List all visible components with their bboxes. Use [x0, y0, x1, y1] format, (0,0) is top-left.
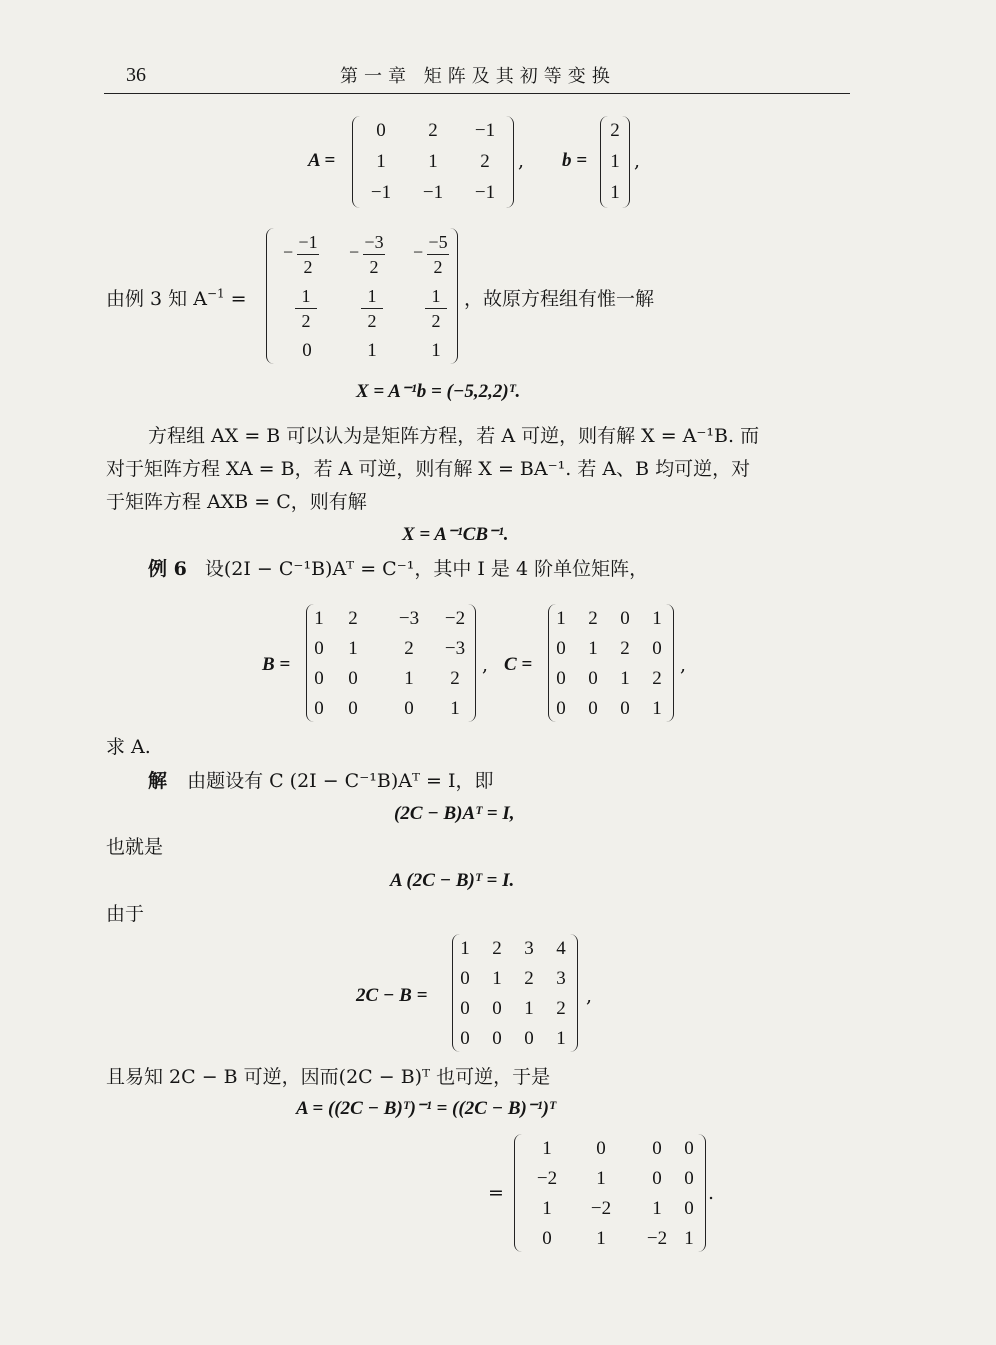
matrix-cell: 1 — [492, 968, 502, 989]
header-rule — [104, 93, 850, 94]
matrix-cell: 0 — [652, 638, 662, 659]
matrix-cell: 0 — [542, 1228, 552, 1249]
matrix-cell: 0 — [348, 668, 358, 689]
matrix-cell: 0 — [556, 698, 566, 719]
matrix-2C-B-label: 2C − B = — [356, 985, 428, 1006]
fraction: 1 2 — [425, 286, 447, 331]
matrix-cell: 1 — [588, 638, 598, 659]
matrix-A-inverse — [266, 228, 458, 364]
fraction: − −1 2 — [283, 232, 318, 277]
matrix-C-label: C = — [504, 654, 533, 675]
fraction: − −3 2 — [349, 232, 384, 277]
matrix-2C-B — [452, 934, 578, 1052]
matrix-cell: 1 — [376, 151, 386, 172]
comma: , — [586, 985, 593, 1007]
fraction: 1 2 — [361, 286, 383, 331]
matrix-C — [548, 604, 674, 722]
matrix-cell: 3 — [556, 968, 566, 989]
matrix-cell: −2 — [590, 1198, 612, 1219]
matrix-cell: 1 — [450, 698, 460, 719]
matrix-cell: 0 — [596, 1138, 606, 1159]
matrix-cell: 1 — [542, 1138, 552, 1159]
matrix-cell: −1 — [370, 182, 392, 203]
vector-cell: 1 — [610, 151, 620, 172]
matrix-cell: 1 — [596, 1168, 606, 1189]
para1-line3: 于矩阵方程 AXB = C，则有解 — [106, 491, 367, 513]
matrix-cell: 1 — [556, 1028, 566, 1049]
eq-X-ACB: X = A⁻¹CB⁻¹. — [402, 524, 509, 545]
matrix-cell: 2 — [556, 998, 566, 1019]
matrix-A — [352, 116, 514, 208]
matrix-cell: 0 — [684, 1168, 694, 1189]
matrix-cell: 1 — [348, 638, 358, 659]
since-text: 由于 — [106, 903, 145, 925]
matrix-cell: 4 — [556, 938, 566, 959]
matrix-cell: 1 — [404, 668, 414, 689]
ainv-suffix: ，故原方程组有惟一解 — [464, 288, 655, 310]
matrix-cell: 0 — [652, 1168, 662, 1189]
matrix-cell: 0 — [314, 698, 324, 719]
comma: , — [634, 150, 641, 172]
matrix-A-final — [514, 1134, 706, 1252]
matrix-cell: 0 — [460, 1028, 470, 1049]
matrix-cell: 2 — [348, 608, 358, 629]
matrix-cell: 0 — [348, 698, 358, 719]
matrix-cell: 0 — [314, 638, 324, 659]
vector-cell: 2 — [610, 120, 620, 141]
para1-line2: 对于矩阵方程 XA = B，若 A 可逆，则有解 X = BA⁻¹. 若 A、B 均可逆，对 — [106, 458, 751, 480]
also-text: 也就是 — [106, 836, 164, 858]
matrix-cell: −3 — [444, 638, 466, 659]
matrix-cell: 1 — [652, 1198, 662, 1219]
matrix-cell: 1 — [460, 938, 470, 959]
fraction: 1 2 — [295, 286, 317, 331]
fraction: − −5 2 — [413, 232, 448, 277]
matrix-cell: 2 — [428, 120, 438, 141]
matrix-cell: 0 — [460, 998, 470, 1019]
matrix-cell: 0 — [302, 340, 312, 361]
matrix-cell: 1 — [684, 1228, 694, 1249]
matrix-cell: 0 — [492, 1028, 502, 1049]
matrix-cell: −1 — [474, 182, 496, 203]
matrix-cell: −1 — [474, 120, 496, 141]
matrix-cell: 1 — [431, 340, 441, 361]
matrix-cell: 0 — [460, 968, 470, 989]
para2: 且易知 2C − B 可逆，因而(2C − B)ᵀ 也可逆，于是 — [106, 1066, 551, 1088]
matrix-cell: −1 — [422, 182, 444, 203]
page-number: 36 — [126, 64, 146, 86]
matrix-B — [306, 604, 476, 722]
comma: , — [680, 654, 687, 676]
matrix-cell: 2 — [620, 638, 630, 659]
example-6: 例 6 设(2I − C⁻¹B)Aᵀ = C⁻¹，其中 I 是 4 阶单位矩阵， — [148, 558, 649, 580]
matrix-cell: 0 — [620, 608, 630, 629]
matrix-cell: 2 — [492, 938, 502, 959]
matrix-cell: −2 — [536, 1168, 558, 1189]
ainv-prefix: 由例 3 知 $A^{-1}$ = — [106, 286, 247, 310]
period: . — [708, 1182, 715, 1204]
question-text: 求 A. — [106, 736, 151, 758]
matrix-cell: 0 — [684, 1138, 694, 1159]
matrix-cell: 1 — [556, 608, 566, 629]
matrix-cell: 0 — [588, 698, 598, 719]
chapter-title: 第一章 矩阵及其初等变换 — [340, 66, 616, 87]
matrix-cell: 0 — [684, 1198, 694, 1219]
vector-cell: 1 — [610, 182, 620, 203]
matrix-cell: 0 — [620, 698, 630, 719]
matrix-cell: 3 — [524, 938, 534, 959]
comma: , — [518, 150, 525, 172]
para1-line1: 方程组 AX = B 可以认为是矩阵方程，若 A 可逆，则有解 X = A⁻¹B. 而 — [148, 425, 760, 447]
matrix-cell: 1 — [652, 698, 662, 719]
vector-b-label: b = — [562, 150, 588, 171]
matrix-cell: −2 — [646, 1228, 668, 1249]
matrix-cell: 2 — [652, 668, 662, 689]
matrix-cell: 0 — [314, 668, 324, 689]
eq-2C-B: (2C − B)Aᵀ = I, — [394, 803, 515, 824]
matrix-cell: −3 — [398, 608, 420, 629]
matrix-cell: 1 — [314, 608, 324, 629]
matrix-cell: 1 — [620, 668, 630, 689]
matrix-cell: 0 — [524, 1028, 534, 1049]
matrix-cell: 2 — [524, 968, 534, 989]
matrix-cell: 1 — [367, 340, 377, 361]
eq-A-2C-B: A (2C − B)ᵀ = I. — [390, 870, 515, 891]
matrix-cell: 2 — [588, 608, 598, 629]
matrix-A-label: A = — [308, 150, 336, 171]
equals-sign: = — [488, 1182, 504, 1204]
matrix-cell: 2 — [480, 151, 490, 172]
matrix-cell: 2 — [450, 668, 460, 689]
solution-X: X = A⁻¹b = (−5,2,2)ᵀ. — [356, 381, 521, 402]
matrix-cell: 0 — [556, 638, 566, 659]
matrix-cell: 1 — [596, 1228, 606, 1249]
matrix-cell: 0 — [404, 698, 414, 719]
comma: , — [482, 654, 489, 676]
matrix-cell: 1 — [428, 151, 438, 172]
eq-A-result: A = ((2C − B)ᵀ)⁻¹ = ((2C − B)⁻¹)ᵀ — [296, 1098, 556, 1119]
matrix-cell: −2 — [444, 608, 466, 629]
matrix-cell: 0 — [556, 668, 566, 689]
matrix-cell: 1 — [652, 608, 662, 629]
matrix-cell: 2 — [404, 638, 414, 659]
matrix-cell: 1 — [542, 1198, 552, 1219]
solution-intro: 解 由题设有 C (2I − C⁻¹B)Aᵀ = I，即 — [148, 770, 494, 792]
vector-b — [600, 116, 630, 208]
matrix-cell: 0 — [652, 1138, 662, 1159]
matrix-cell: 0 — [492, 998, 502, 1019]
matrix-B-label: B = — [262, 654, 291, 675]
matrix-cell: 1 — [524, 998, 534, 1019]
matrix-cell: 0 — [376, 120, 386, 141]
matrix-cell: 0 — [588, 668, 598, 689]
